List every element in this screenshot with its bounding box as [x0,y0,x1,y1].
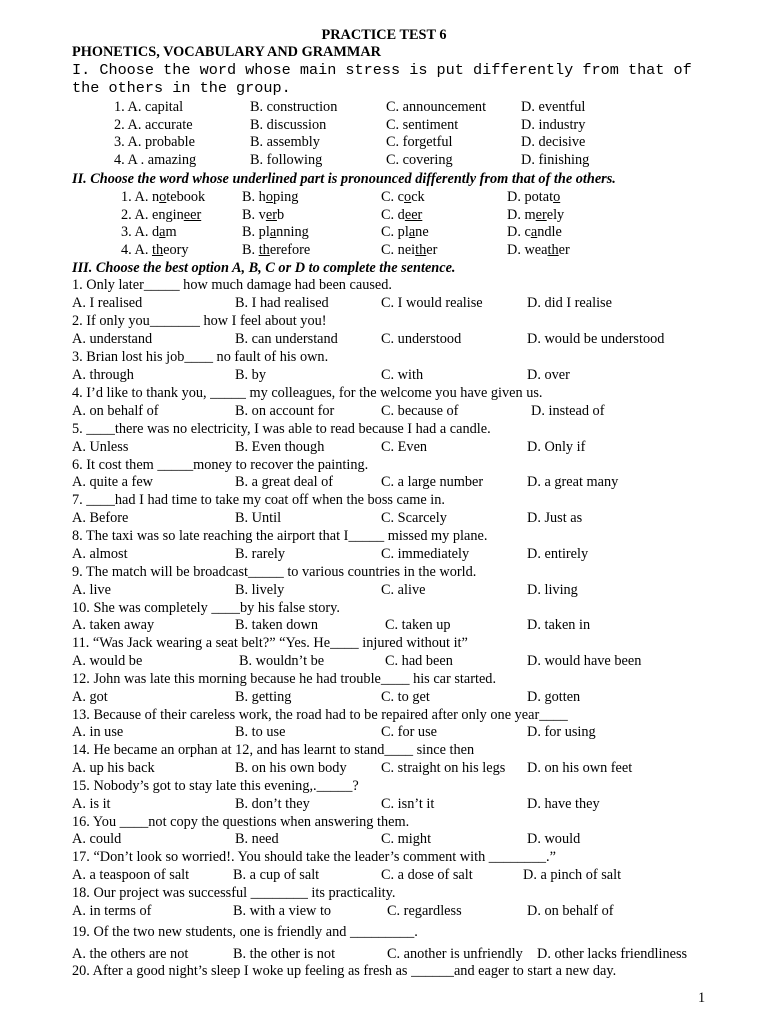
option-text: 1. A. n [121,189,160,205]
option-n: 1. A. capital [114,99,184,115]
option-a: A. could [72,831,122,847]
option-a: A. a teaspoon of salt [72,867,190,883]
option-b [242,189,298,206]
underlined-part: th [415,241,427,258]
option-d: D. on behalf of [527,903,614,919]
option-a: A. understand [72,331,153,347]
underlined-part: o [553,189,561,205]
question-11: 11. “Was Jack wearing a seat belt?” “Yes. He____ injured without it” [72,635,468,651]
option-b: B. I had realised [235,295,329,311]
option-b [242,207,284,224]
question-20: 20. After a good night’s sleep I woke up feeling as fresh as ______and eager to start a new day. [72,963,617,979]
question-1: 1. Only later_____ how much damage had been caused. [72,277,392,293]
option-a: A. quite a few [72,474,153,490]
option-a: A. is it [72,796,111,812]
option-text: nning [276,224,309,241]
option-text: C. pl [381,224,409,241]
option-c: C. taken up [385,617,451,633]
option-a: A. would be [72,653,143,669]
option-text: D. c [507,224,531,241]
option-b: B. a great deal of [235,474,334,490]
option-d: D. taken in [527,617,591,633]
underlined-part: a [408,224,416,241]
question-13: 13. Because of their careless work, the road had to be repaired after only one year____ [72,707,568,723]
option-a: A. through [72,367,134,383]
option-text: erefore [269,241,311,258]
option-a [121,242,189,259]
option-c [381,242,437,259]
option-a: A. Before [72,510,129,526]
option-text: D. potat [507,189,554,205]
question-10: 10. She was completely ____by his false story. [72,600,340,616]
option-d: D. gotten [527,689,581,705]
underlined-part: eer [183,206,202,223]
option-a: A. I realised [72,295,143,311]
option-d: D. instead of [531,403,605,419]
option-b: B. don’t they [235,796,310,812]
option-d: D. a great many [527,474,619,490]
option-b: B. getting [235,689,292,705]
option-d: D. industry [521,116,586,133]
page-number: 1 [698,990,706,1006]
option-a: A. in use [72,724,124,740]
option-b: B. assembly [250,134,320,151]
question-18: 18. Our project was successful ________ its practicality. [72,885,396,901]
option-b: B. following [250,151,323,168]
question-16: 16. You ____not copy the questions when answering them. [72,814,410,830]
underlined-part: a [530,224,538,241]
option-n: 2. A. accurate [114,116,193,133]
option-a: A. the others are not [72,946,189,962]
question-2: 2. If only you_______ how I feel about you! [72,313,327,329]
part2-instruction: II. Choose the word whose underlined part is pronounced differently from that of the others. [72,171,616,187]
option-text: ck [411,189,425,205]
question-5: 5. ____there was no electricity, I was able to read because I had a candle. [72,421,491,437]
option-a: A. up his back [72,760,155,776]
question-17: 17. “Don’t look so worried!. You should take the leader’s comment with ________.” [72,849,556,865]
option-n: 4. A . amazing [114,151,197,168]
option-text: C. nei [381,241,416,258]
option-b [242,224,309,241]
question-3: 3. Brian lost his job____ no fault of his own. [72,349,329,365]
underlined-part: er [265,206,277,223]
option-d: D. over [527,367,570,383]
option-b: B. by [235,367,266,383]
option-b: B. Even though [235,439,325,455]
underlined-part: o [404,189,412,205]
option-b: B. on his own body [235,760,347,776]
option-c: C. sentiment [386,116,459,133]
underlined-part: th [151,241,164,258]
option-c [381,224,429,241]
option-d: D. on his own feet [527,760,633,776]
question-15: 15. Nobody’s got to stay late this evening,._____? [72,778,359,794]
option-b: B. to use [235,724,286,740]
underlined-part: th [547,241,559,258]
option-d [507,224,562,241]
question-7: 7. ____had I had time to take my coat off when the boss came in. [72,492,445,508]
option-text: 4. A. [121,241,152,258]
option-a [121,207,201,224]
option-a: A. got [72,689,108,705]
option-d: D. would [527,831,581,847]
option-c: C. alive [381,582,426,598]
option-text: B. [242,241,259,258]
question-12: 12. John was late this morning because he had trouble____ his car started. [72,671,497,687]
option-d: D. entirely [527,546,589,562]
option-d: D. have they [527,796,600,812]
option-text: eory [163,241,189,258]
option-c: C. I would realise [381,295,483,311]
question-4: 4. I’d like to thank you, _____ my colleagues, for the welcome you have given us. [72,385,543,401]
underlined-part: o [265,189,273,205]
option-text: B. v [242,206,266,223]
option-d: D. would have been [527,653,642,669]
option-b: B. wouldn’t be [239,653,325,669]
option-d: D. a pinch of salt [523,867,622,883]
option-d: D. Just as [527,510,583,526]
underlined-part: er [535,206,547,223]
option-c: C. straight on his legs [381,760,506,776]
question-19: 19. Of the two new students, one is friendly and _________. [72,924,418,940]
option-c: C. to get [381,689,430,705]
option-c: C. understood [381,331,462,347]
option-b: B. the other is not [233,946,336,962]
option-c: C. isn’t it [381,796,435,812]
underlined-part: a [269,224,277,241]
option-c: C. Scarcely [381,510,447,526]
option-c [381,189,425,206]
option-d: D. other lacks friendliness [537,946,688,962]
question-6: 6. It cost them _____money to recover the painting. [72,457,369,473]
option-text: D. wea [507,241,548,258]
option-d: D. would be understood [527,331,665,347]
option-c: C. because of [381,403,459,419]
option-c: C. covering [386,151,453,168]
option-b: B. on account for [235,403,335,419]
option-d: D. for using [527,724,596,740]
option-c: C. announcement [386,99,487,115]
option-c: C. regardless [387,903,462,919]
section-heading: PHONETICS, VOCABULARY AND GRAMMAR [72,44,381,60]
option-b: B. lively [235,582,285,598]
question-14: 14. He became an orphan at 12, and has learnt to stand____ since then [72,742,475,758]
option-text: C. c [381,189,405,205]
option-b: B. construction [250,99,338,115]
option-d: D. living [527,582,578,598]
option-a: A. Unless [72,439,129,455]
underlined-part: a [159,224,166,241]
option-a: A. live [72,582,111,598]
option-d [507,189,560,206]
option-text: C. d [381,206,405,223]
option-c: C. another is unfriendly [387,946,523,962]
option-text: B. pl [242,224,270,241]
option-text: B. h [242,189,266,205]
option-text: 3. A. d [121,224,160,241]
option-b: B. need [235,831,279,847]
option-b: B. taken down [235,617,318,633]
option-a: A. on behalf of [72,403,159,419]
option-c: C. forgetful [386,134,453,151]
option-a [121,224,177,241]
option-a: A. in terms of [72,903,152,919]
part3-instruction: III. Choose the best option A, B, C or D to complete the sentence. [72,260,456,276]
option-n: 3. A. probable [114,134,195,151]
option-text: er [558,241,570,258]
question-9: 9. The match will be broadcast_____ to various countries in the world. [72,564,477,580]
option-text: b [276,206,285,223]
option-d: D. did I realise [527,295,612,311]
option-text: m [165,224,177,241]
option-b: B. discussion [250,116,327,133]
option-d [507,207,564,224]
option-c: C. had been [385,653,453,669]
option-text: D. m [507,206,536,223]
option-text: er [426,241,438,258]
option-text: ely [546,206,565,223]
option-b [242,242,310,259]
option-c [381,207,422,224]
option-d [507,242,570,259]
underlined-part: o [159,189,167,205]
option-text: ndle [537,224,562,241]
option-c: C. a large number [381,474,484,490]
part1-instruction-line2: the others in the group. [72,79,291,97]
option-b: B. rarely [235,546,286,562]
option-d: D. eventful [521,99,586,115]
underlined-part: eer [404,206,423,223]
option-c: C. immediately [381,546,470,562]
option-a [121,189,205,206]
option-text: ping [273,189,299,205]
option-text: 2. A. engin [121,206,184,223]
part1-instruction-line1: I. Choose the word whose main stress is put differently from that of [72,61,692,79]
option-text: tebook [166,189,206,205]
option-b: B. with a view to [233,903,332,919]
option-d: D. finishing [521,151,590,168]
option-c: C. might [381,831,432,847]
option-b: B. a cup of salt [233,867,320,883]
option-text: ne [415,224,429,241]
option-d: D. Only if [527,439,586,455]
option-c: C. for use [381,724,437,740]
option-b: B. can understand [235,331,338,347]
option-d: D. decisive [521,134,586,151]
question-8: 8. The taxi was so late reaching the airport that I_____ missed my plane. [72,528,488,544]
underlined-part: th [258,241,270,258]
option-c: C. a dose of salt [381,867,473,883]
page-title: PRACTICE TEST 6 [321,27,447,43]
option-c: C. Even [381,439,428,455]
option-a: A. almost [72,546,128,562]
option-a: A. taken away [72,617,155,633]
option-b: B. Until [235,510,282,526]
option-c: C. with [381,367,424,383]
